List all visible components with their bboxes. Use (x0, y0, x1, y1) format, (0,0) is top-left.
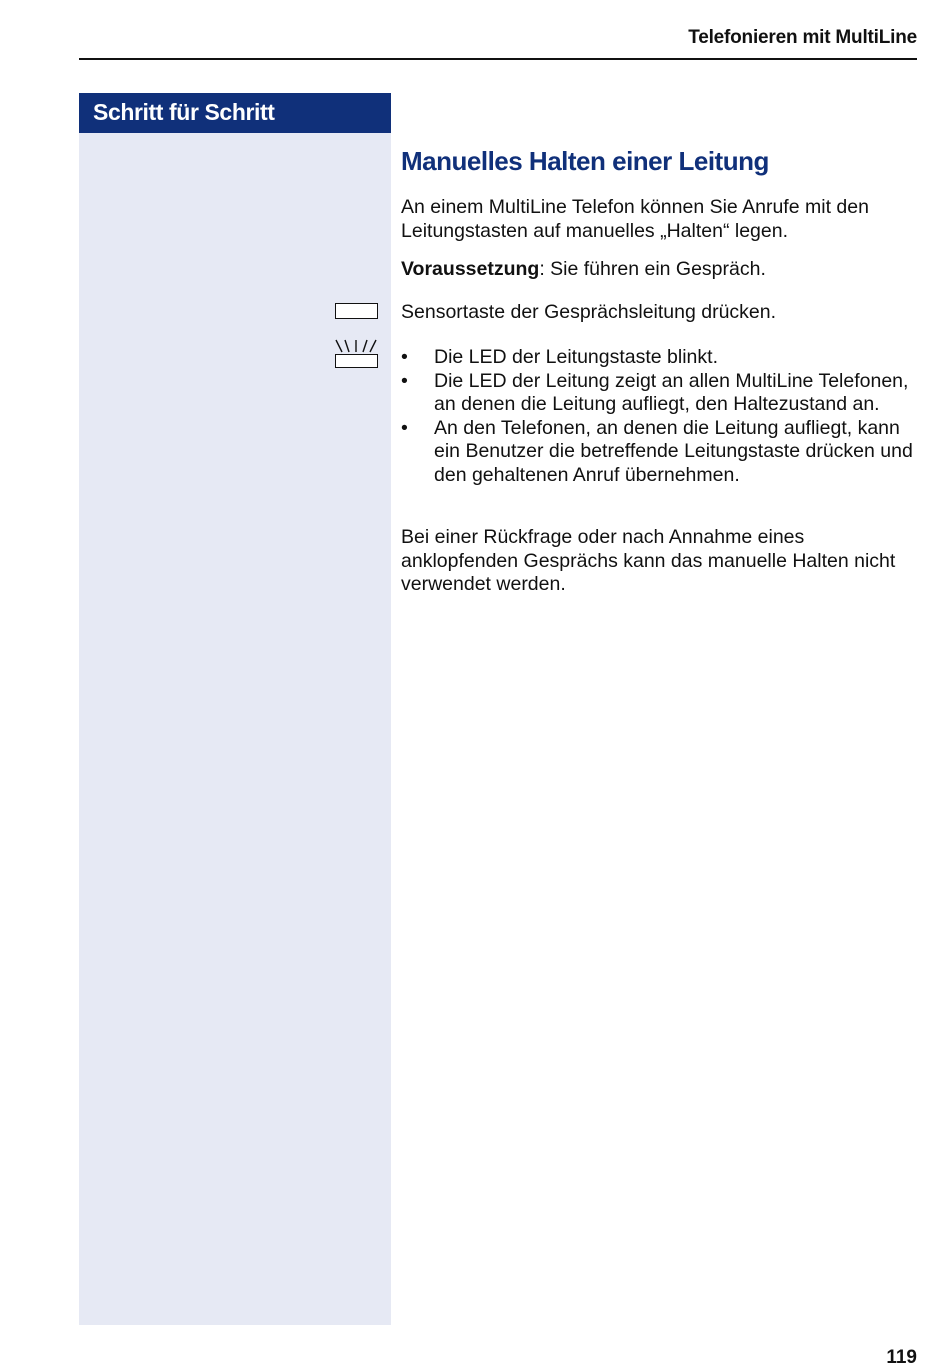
bullet-marker: • (401, 346, 408, 368)
intro-paragraph: An einem MultiLine Telefon können Sie Anrufe mit den Leitungstasten auf manuelles „Halten“ legen. (401, 196, 869, 242)
prerequisite-label: Voraussetzung (401, 258, 540, 280)
list-item (401, 417, 921, 488)
sensor-key-icon (335, 303, 378, 319)
page-number: 119 (886, 1347, 917, 1368)
note-paragraph: Bei einer Rückfrage oder nach Annahme eines anklopfenden Gesprächs kann das manuelle Halten nicht verwendet werden. (401, 526, 896, 595)
section-title: Manuelles Halten einer Leitung (401, 146, 769, 176)
sidebar-title: Schritt für Schritt (93, 99, 275, 125)
running-header-title: Telefonieren mit MultiLine (688, 27, 917, 48)
blinking-led-key-icon (333, 338, 381, 370)
led-key-body (335, 354, 378, 368)
step-sidebar (79, 93, 391, 1325)
list-item-text: Die LED der Leitungstaste blinkt. (434, 346, 718, 368)
header-divider (79, 58, 917, 60)
bullet-marker: • (401, 416, 408, 439)
result-bullet-list (401, 346, 921, 487)
prerequisite-text: : Sie führen ein Gespräch. (539, 258, 766, 280)
list-item-text: An den Telefonen, an denen die Leitung aufliegt, kann ein Benutzer die betreffende Leitungstaste drücken und den gehaltenen Anruf übernehmen. (434, 416, 913, 486)
list-item (401, 346, 921, 370)
list-item-text: Die LED der Leitung zeigt an allen MultiLine Telefonen, an denen die Leitung aufliegt, den Haltezustand an. (434, 369, 909, 415)
bullet-marker: • (401, 369, 408, 392)
list-item (401, 370, 921, 417)
step-instruction: Sensortaste der Gesprächsleitung drücken. (401, 301, 777, 323)
prerequisite-paragraph (401, 258, 921, 282)
sidebar-header (79, 93, 391, 133)
